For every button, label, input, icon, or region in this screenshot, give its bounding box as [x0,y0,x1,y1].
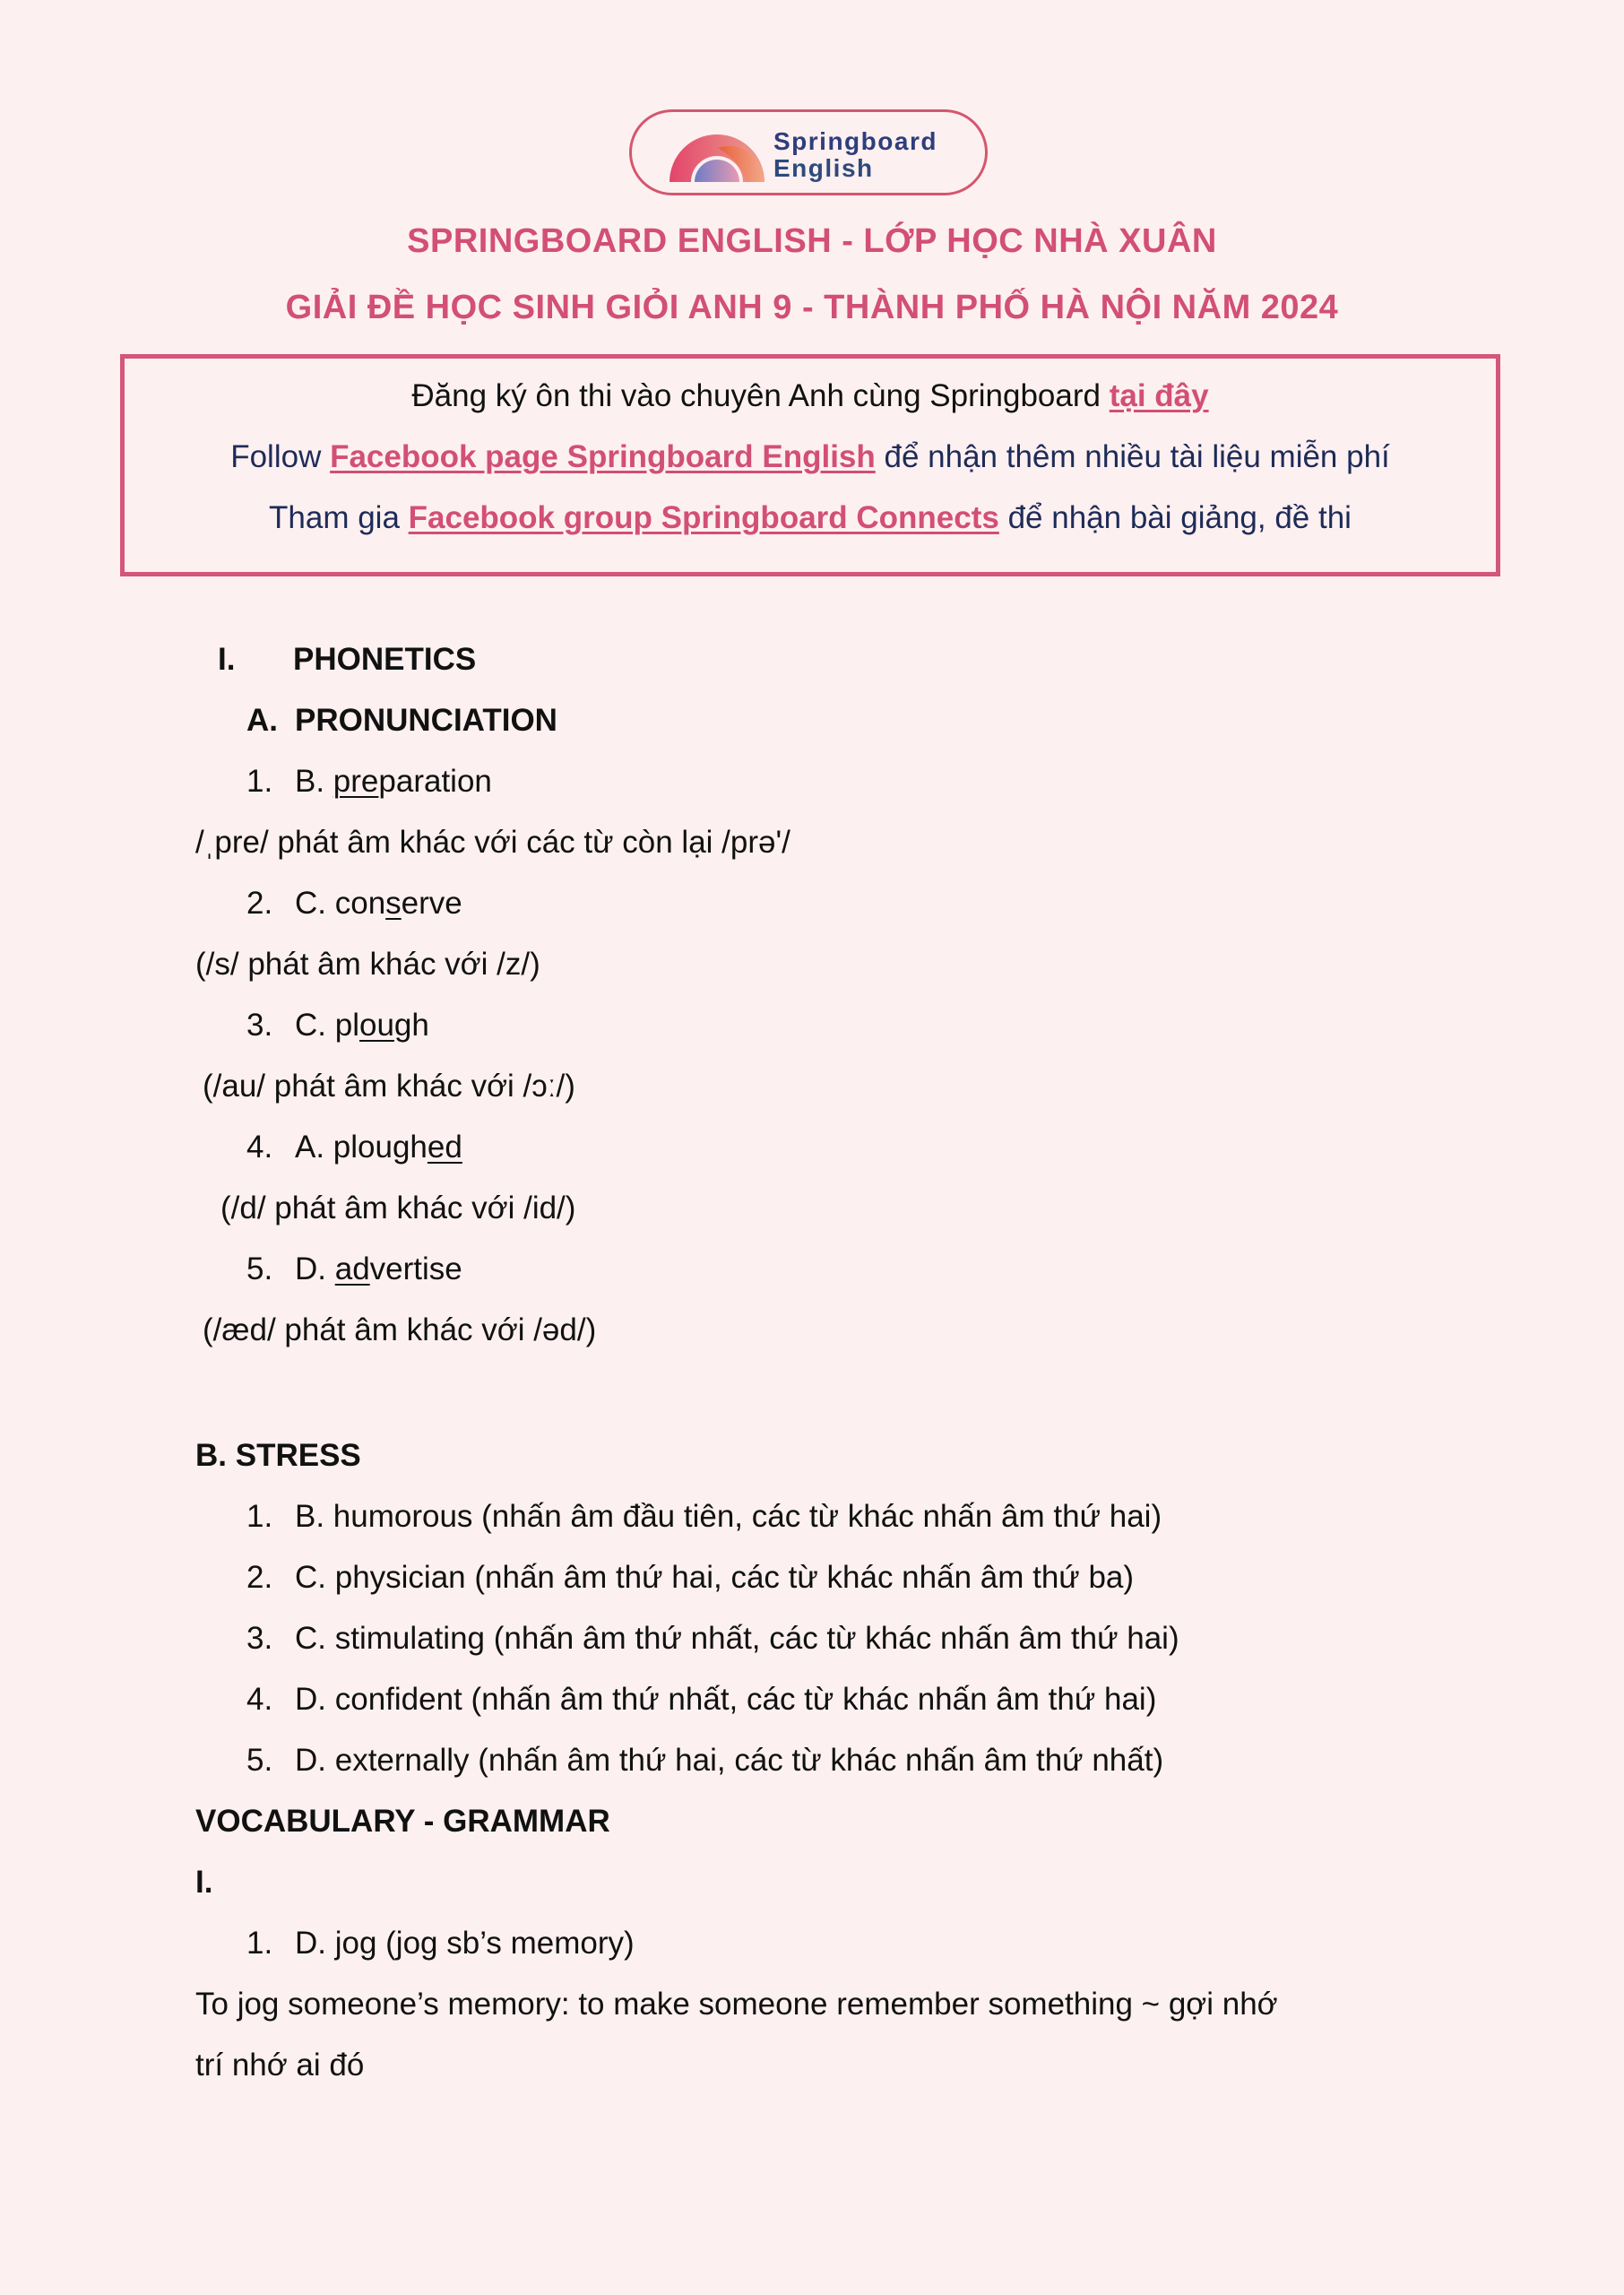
item-number: 1. [246,1499,273,1534]
promo-register-text: Đăng ký ôn thi vào chuyên Anh cùng Springboard [411,378,1110,413]
word-part: plough [333,1130,428,1165]
stress-item [246,1743,1163,1779]
item-text: C. physician (nhấn âm thứ hai, các từ khác nhấn âm thứ ba) [295,1560,1135,1595]
item-text: C. stimulating (nhấn âm thứ nhất, các từ khác nhấn âm thứ hai) [295,1621,1179,1656]
item-number: 3. [246,1008,273,1043]
pronunciation-item [246,764,492,800]
pronunciation-item [246,1008,429,1044]
word-part: pl [334,1008,359,1043]
vocabulary-explanation-line-2: trí nhớ ai đó [195,2048,365,2083]
underlined-sound: ou [358,1008,394,1043]
section-title: PHONETICS [293,642,477,677]
facebook-group-link[interactable]: Facebook group Springboard Connects [408,500,999,535]
register-link[interactable]: tại đây [1109,378,1209,413]
item-answer-letter: A. [295,1130,333,1165]
word-part: vertise [369,1251,462,1286]
underlined-sound: ad [334,1251,370,1286]
pronunciation-note: (/s/ phát âm khác với /z/) [195,947,540,982]
word-part: paration [378,764,492,799]
pronunciation-item [246,886,462,922]
subsection-heading-pronunciation [246,703,557,739]
word-part: erve [401,886,462,921]
item-number: 1. [246,764,273,799]
subsection-title: PRONUNCIATION [295,703,557,738]
promo-register-line [125,378,1496,414]
vocabulary-item [246,1926,635,1962]
section-heading-vocabulary: VOCABULARY - GRAMMAR [195,1804,610,1839]
logo-wordmark [773,128,937,182]
item-number: 2. [246,886,273,921]
pronunciation-note: (/au/ phát âm khác với /ɔː/) [203,1069,575,1104]
logo-line-1: Springboard [773,127,937,155]
item-number: 4. [246,1130,273,1165]
promo-facebook-group-line [125,500,1496,536]
item-number: 4. [246,1682,273,1717]
vocabulary-part-numeral: I. [195,1865,213,1900]
item-answer-letter: C. [295,886,335,921]
rainbow-logo-icon [668,126,766,184]
subsection-letter: A. [246,703,278,738]
word-part: con [334,886,386,921]
stress-item [246,1682,1156,1718]
item-number: 5. [246,1251,273,1286]
page-title-line-1: SPRINGBOARD ENGLISH - LỚP HỌC NHÀ XUÂN [407,222,1217,260]
item-number: 1. [246,1926,273,1961]
promo-box [120,354,1500,576]
promo-join-prefix: Tham gia [269,500,409,535]
word-part: gh [393,1008,429,1043]
springboard-logo [629,109,988,195]
item-number: 5. [246,1743,273,1778]
pronunciation-note: (/d/ phát âm khác với /id/) [220,1191,576,1225]
item-text: D. confident (nhấn âm thứ nhất, các từ khác nhấn âm thứ hai) [295,1682,1157,1717]
page-title-line-2: GIẢI ĐỀ HỌC SINH GIỎI ANH 9 - THÀNH PHỐ HÀ NỘI NĂM 2024 [285,289,1339,326]
underlined-sound: pre [333,764,379,799]
pronunciation-note: (/æd/ phát âm khác với /əd/) [203,1312,597,1347]
stress-item [246,1621,1179,1657]
item-text: B. humorous (nhấn âm đầu tiên, các từ khác nhấn âm thứ hai) [295,1499,1162,1534]
promo-follow-prefix: Follow [230,439,331,474]
pronunciation-item [246,1130,462,1165]
item-answer-letter: B. [295,764,333,799]
section-numeral: I. [218,642,236,677]
stress-item [246,1499,1162,1535]
promo-join-suffix: để nhận bài giảng, đề thi [998,500,1352,535]
underlined-sound: ed [427,1130,462,1165]
item-number: 2. [246,1560,273,1595]
item-text: D. externally (nhấn âm thứ hai, các từ khác nhấn âm thứ nhất) [295,1743,1164,1778]
item-answer-letter: C. [295,1008,335,1043]
stress-item [246,1560,1134,1596]
item-answer-letter: D. [295,1251,335,1286]
underlined-sound: s [385,886,402,921]
pronunciation-note: /ˌpre/ phát âm khác với các từ còn lại /prə'/ [195,825,790,860]
section-heading-phonetics [218,642,476,678]
vocabulary-explanation-line-1: To jog someone’s memory: to make someone remember something ~ gợi nhớ [195,1987,1278,2022]
subsection-heading-stress: B. STRESS [195,1438,361,1473]
promo-facebook-page-line [125,439,1496,475]
facebook-page-link[interactable]: Facebook page Springboard English [330,439,876,474]
item-number: 3. [246,1621,273,1656]
pronunciation-item [246,1251,462,1287]
promo-follow-suffix: để nhận thêm nhiều tài liệu miễn phí [875,439,1390,474]
item-text: D. jog (jog sb’s memory) [295,1926,635,1961]
logo-line-2: English [773,154,874,182]
